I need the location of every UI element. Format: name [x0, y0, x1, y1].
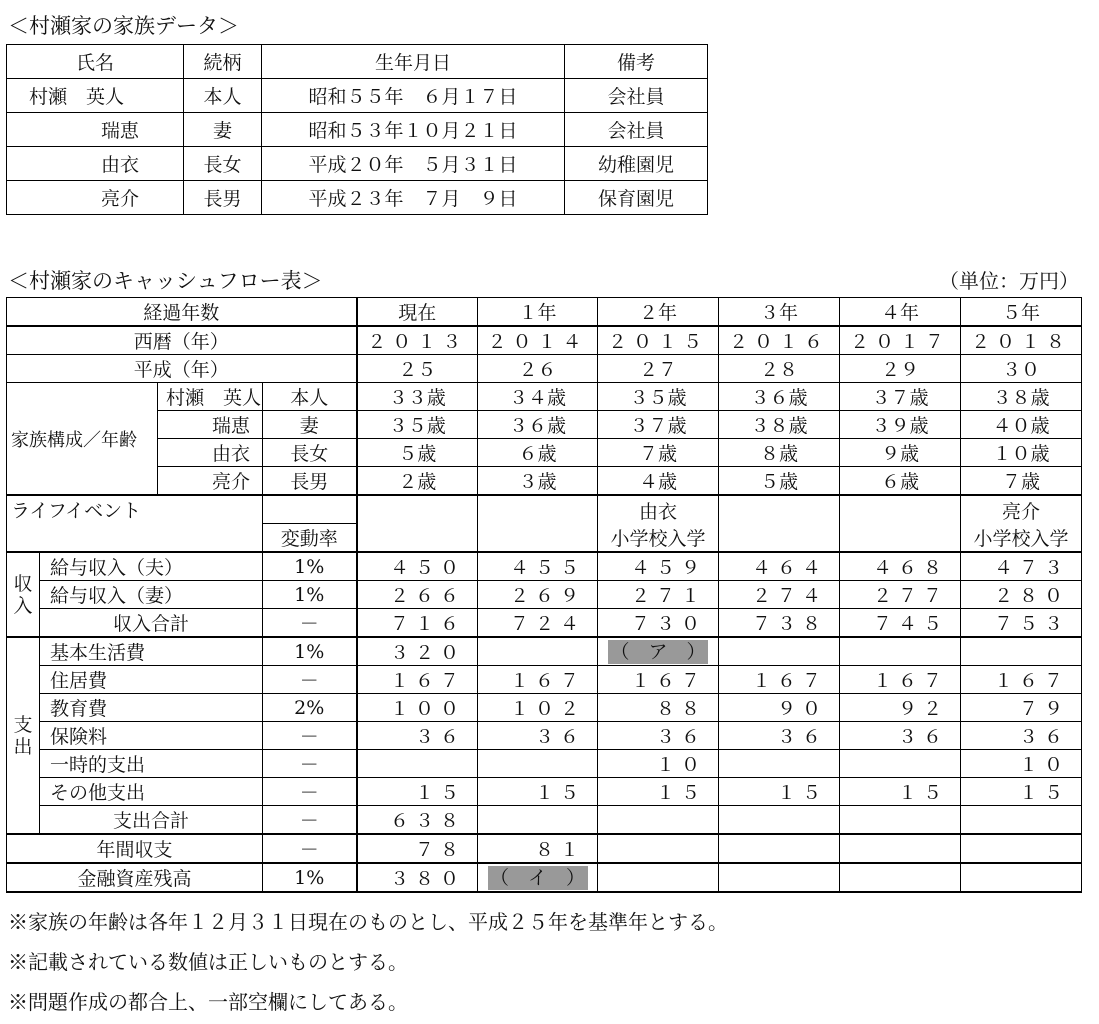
value-cell: ３８０ — [357, 863, 478, 892]
value-cell: ９２ — [840, 694, 961, 722]
expense-label: 支 出 — [7, 637, 40, 834]
year-cell: ２年 — [598, 298, 719, 327]
member-name: 由衣 — [7, 147, 184, 181]
value-cell: １５ — [598, 778, 719, 806]
heisei-cell: ３０ — [961, 355, 1082, 383]
expense-item-label: 保険料 — [40, 722, 263, 750]
value-cell: ７４５ — [840, 609, 961, 638]
member-rel: 妻 — [263, 411, 357, 439]
rate-cell: 2% — [263, 694, 357, 722]
table-row — [7, 79, 708, 113]
blank-i: （ イ ） — [488, 866, 588, 890]
year-cell: １年 — [478, 298, 598, 327]
heisei-cell: ２９ — [840, 355, 961, 383]
member-name: 村瀬 英人 — [7, 79, 184, 113]
value-cell: １６７ — [719, 666, 840, 694]
age-cell: ３５歳 — [598, 383, 719, 411]
value-cell: １６７ — [840, 666, 961, 694]
rate-cell: 1% — [263, 863, 357, 892]
age-cell: ３５歳 — [357, 411, 478, 439]
year-cell: ４年 — [840, 298, 961, 327]
value-cell — [840, 834, 961, 863]
value-cell: ９０ — [719, 694, 840, 722]
value-cell — [478, 637, 598, 666]
value-cell: １５ — [478, 778, 598, 806]
heisei-cell: ２８ — [719, 355, 840, 383]
value-cell: ７３８ — [719, 609, 840, 638]
value-cell — [719, 806, 840, 835]
life-event-cell: 亮介 小学校入学 — [961, 495, 1082, 552]
value-cell: ８８ — [598, 694, 719, 722]
year-cell: 現在 — [357, 298, 478, 327]
value-cell — [598, 806, 719, 835]
value-cell: １５ — [840, 778, 961, 806]
value-cell — [357, 750, 478, 778]
value-cell — [840, 637, 961, 666]
value-cell: ３６ — [840, 722, 961, 750]
value-cell — [961, 637, 1082, 666]
unit-label: （単位：万円） — [939, 269, 1079, 293]
value-cell: ３６ — [719, 722, 840, 750]
value-cell: ７９ — [961, 694, 1082, 722]
value-cell — [719, 637, 840, 666]
rate-cell: － — [263, 778, 357, 806]
seireki-cell: ２０１３ — [357, 326, 478, 355]
member-birth: 平成２０年 ５月３１日 — [262, 147, 565, 181]
blank-i-cell — [478, 863, 598, 892]
member-note: 会社員 — [565, 79, 708, 113]
expense-item-label: 一時的支出 — [40, 750, 263, 778]
member-name: 村瀬 英人 — [158, 383, 263, 411]
member-note: 会社員 — [565, 113, 708, 147]
value-cell: ３６ — [961, 722, 1082, 750]
value-cell: ３６ — [598, 722, 719, 750]
member-birth: 昭和５３年１０月２１日 — [262, 113, 565, 147]
member-note: 幼稚園児 — [565, 147, 708, 181]
member-relation: 長男 — [184, 181, 262, 215]
member-name: 瑞恵 — [158, 411, 263, 439]
member-birth: 昭和５５年 ６月１７日 — [262, 79, 565, 113]
value-cell: ２７４ — [719, 581, 840, 609]
heisei-cell: ２５ — [357, 355, 478, 383]
value-cell — [840, 750, 961, 778]
member-birth: 平成２３年 ７月 ９日 — [262, 181, 565, 215]
family-label: 家族構成／年齢 — [7, 383, 158, 496]
value-cell: ７８ — [357, 834, 478, 863]
rate-cell: 1% — [263, 637, 357, 666]
header-note: 備考 — [565, 45, 708, 79]
value-cell — [961, 863, 1082, 892]
expense-item-label: その他支出 — [40, 778, 263, 806]
age-cell: ３６歳 — [719, 383, 840, 411]
age-cell: ３７歳 — [840, 383, 961, 411]
value-cell — [598, 834, 719, 863]
age-cell: ２歳 — [357, 467, 478, 496]
value-cell: ２６６ — [357, 581, 478, 609]
value-cell: ２７７ — [840, 581, 961, 609]
value-cell: ４７３ — [961, 552, 1082, 581]
value-cell: ３２０ — [357, 637, 478, 666]
value-cell: １６７ — [961, 666, 1082, 694]
income-label: 収 入 — [7, 552, 40, 637]
age-cell: ３３歳 — [357, 383, 478, 411]
value-cell: １０ — [598, 750, 719, 778]
member-note: 保育園児 — [565, 181, 708, 215]
value-cell — [961, 834, 1082, 863]
years-label: 経過年数 — [7, 298, 357, 327]
rate-cell: － — [263, 750, 357, 778]
expense-total-label: 支出合計 — [40, 806, 263, 835]
value-cell: １５ — [357, 778, 478, 806]
year-cell: ３年 — [719, 298, 840, 327]
value-cell — [961, 806, 1082, 835]
age-cell: ３４歳 — [478, 383, 598, 411]
cashflow-table — [6, 297, 1082, 893]
seireki-cell: ２０１５ — [598, 326, 719, 355]
rate-cell: － — [263, 666, 357, 694]
rate-cell: 1% — [263, 552, 357, 581]
value-cell: ４５０ — [357, 552, 478, 581]
member-name: 瑞恵 — [7, 113, 184, 147]
value-cell: ７２４ — [478, 609, 598, 638]
cashflow-title: ＜村瀬家のキャッシュフロー表＞ — [8, 269, 323, 293]
value-cell: ２８０ — [961, 581, 1082, 609]
rate-cell: 1% — [263, 581, 357, 609]
note-1: ※家族の年齢は各年１２月３１日現在のものとし、平成２５年を基準年とする。 — [8, 910, 728, 934]
note-3: ※問題作成の都合上、一部空欄にしてある。 — [8, 990, 408, 1014]
member-rel: 本人 — [263, 383, 357, 411]
seireki-cell: ２０１６ — [719, 326, 840, 355]
value-cell: １６７ — [478, 666, 598, 694]
value-cell: １００ — [357, 694, 478, 722]
income-item-label: 給与収入（夫） — [40, 552, 263, 581]
year-cell: ５年 — [961, 298, 1082, 327]
value-cell: ６３８ — [357, 806, 478, 835]
member-relation: 長女 — [184, 147, 262, 181]
age-cell: ３６歳 — [478, 411, 598, 439]
header-name: 氏名 — [7, 45, 184, 79]
value-cell: ４５５ — [478, 552, 598, 581]
income-total-label: 収入合計 — [40, 609, 263, 638]
age-cell: ５歳 — [357, 439, 478, 467]
value-cell: １６７ — [598, 666, 719, 694]
age-cell: ６歳 — [840, 467, 961, 496]
life-event-label: ライフイベント — [7, 495, 263, 524]
value-cell: ３６ — [357, 722, 478, 750]
header-relation: 続柄 — [184, 45, 262, 79]
value-cell — [478, 806, 598, 835]
life-event-cell — [840, 495, 961, 552]
age-cell: ６歳 — [478, 439, 598, 467]
rate-cell: － — [263, 806, 357, 835]
value-cell: ３６ — [478, 722, 598, 750]
seireki-cell: ２０１４ — [478, 326, 598, 355]
value-cell: １０ — [961, 750, 1082, 778]
age-cell: ４歳 — [598, 467, 719, 496]
family-data-table — [6, 44, 708, 215]
member-relation: 妻 — [184, 113, 262, 147]
member-rel: 長女 — [263, 439, 357, 467]
assets-label: 金融資産残高 — [7, 863, 263, 892]
member-name: 亮介 — [158, 467, 263, 496]
age-cell: ４０歳 — [961, 411, 1082, 439]
rate-cell: － — [263, 609, 357, 638]
age-cell: ３８歳 — [961, 383, 1082, 411]
age-cell: ３８歳 — [719, 411, 840, 439]
value-cell: ７３０ — [598, 609, 719, 638]
heisei-cell: ２６ — [478, 355, 598, 383]
seireki-label: 西暦（年） — [7, 326, 357, 355]
value-cell — [719, 863, 840, 892]
rate-cell: － — [263, 834, 357, 863]
seireki-cell: ２０１８ — [961, 326, 1082, 355]
member-name: 由衣 — [158, 439, 263, 467]
age-cell: １０歳 — [961, 439, 1082, 467]
life-event-cell — [719, 495, 840, 552]
income-item-label: 給与収入（妻） — [40, 581, 263, 609]
value-cell — [478, 750, 598, 778]
value-cell — [719, 834, 840, 863]
header-birth: 生年月日 — [262, 45, 565, 79]
age-cell: ３９歳 — [840, 411, 961, 439]
family-data-title: ＜村瀬家の家族データ＞ — [8, 14, 239, 38]
age-cell: ７歳 — [961, 467, 1082, 496]
value-cell: ７５３ — [961, 609, 1082, 638]
age-cell: ３７歳 — [598, 411, 719, 439]
value-cell: ２７１ — [598, 581, 719, 609]
age-cell: ９歳 — [840, 439, 961, 467]
value-cell: ４６４ — [719, 552, 840, 581]
value-cell: １６７ — [357, 666, 478, 694]
member-rel: 長男 — [263, 467, 357, 496]
life-event-cell: 由衣 小学校入学 — [598, 495, 719, 552]
life-event-cell — [357, 495, 478, 552]
value-cell: ２６９ — [478, 581, 598, 609]
expense-item-label: 教育費 — [40, 694, 263, 722]
rate-cell: － — [263, 722, 357, 750]
value-cell: １５ — [961, 778, 1082, 806]
table-row — [7, 147, 708, 181]
note-2: ※記載されている数値は正しいものとする。 — [8, 950, 408, 974]
rate-label: 変動率 — [263, 524, 357, 553]
blank-a-cell — [598, 637, 719, 666]
value-cell: １５ — [719, 778, 840, 806]
blank-a: （ ア ） — [608, 640, 708, 664]
age-cell: ７歳 — [598, 439, 719, 467]
value-cell: ４５９ — [598, 552, 719, 581]
value-cell: ７１６ — [357, 609, 478, 638]
value-cell: ８１ — [478, 834, 598, 863]
heisei-label: 平成（年） — [7, 355, 357, 383]
table-row — [7, 113, 708, 147]
life-event-cell — [478, 495, 598, 552]
member-name: 亮介 — [7, 181, 184, 215]
value-cell — [719, 750, 840, 778]
seireki-cell: ２０１７ — [840, 326, 961, 355]
value-cell: ４６８ — [840, 552, 961, 581]
expense-item-label: 基本生活費 — [40, 637, 263, 666]
value-cell — [598, 863, 719, 892]
age-cell: ３歳 — [478, 467, 598, 496]
age-cell: ５歳 — [719, 467, 840, 496]
member-relation: 本人 — [184, 79, 262, 113]
annual-balance-label: 年間収支 — [7, 834, 263, 863]
value-cell — [840, 806, 961, 835]
table-row — [7, 181, 708, 215]
value-cell: １０２ — [478, 694, 598, 722]
age-cell: ８歳 — [719, 439, 840, 467]
expense-item-label: 住居費 — [40, 666, 263, 694]
heisei-cell: ２７ — [598, 355, 719, 383]
value-cell — [840, 863, 961, 892]
